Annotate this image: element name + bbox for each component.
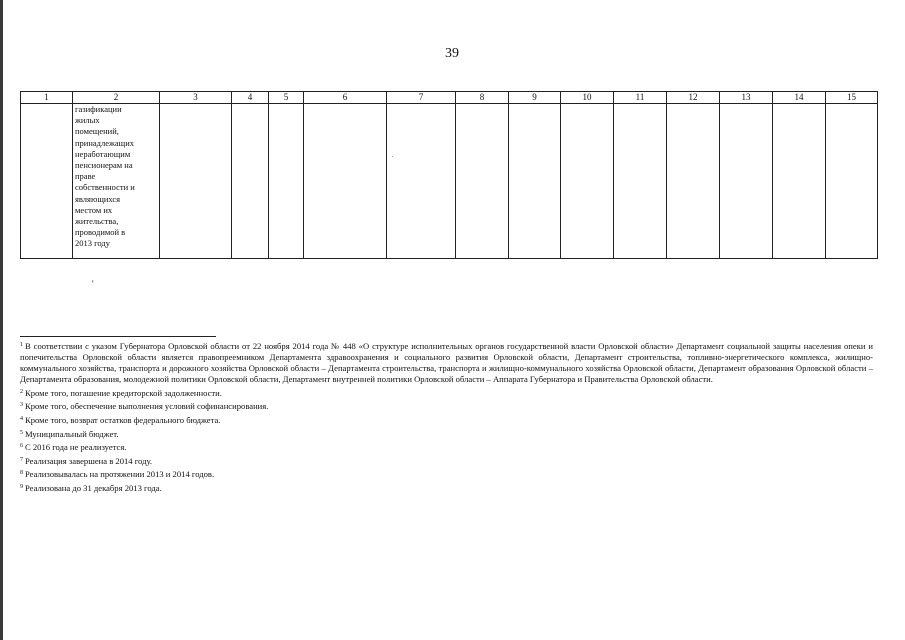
column-header-5: 5 <box>269 92 304 104</box>
description-line: проводимой в <box>75 227 126 238</box>
table-cell-col-5 <box>269 104 304 259</box>
footnote-text: Муниципальный бюджет. <box>25 428 119 439</box>
table-cell-col-14 <box>773 104 826 259</box>
footnote-9 <box>20 482 873 494</box>
scan-edge <box>0 0 3 640</box>
column-header-12: 12 <box>667 92 720 104</box>
footnote-text: Кроме того, погашение кредиторской задолженности. <box>25 387 222 398</box>
table-cell-col-10 <box>561 104 614 259</box>
table-cell-col-3 <box>160 104 232 259</box>
column-header-10: 10 <box>561 92 614 104</box>
table-row <box>21 104 878 259</box>
footnote-7 <box>20 455 873 467</box>
table-header-row <box>21 92 878 104</box>
footnote-text: Реализация завершена в 2014 году. <box>25 455 153 466</box>
column-header-1: 1 <box>21 92 73 104</box>
footnote-marker: 6 <box>20 443 23 450</box>
footnote-marker: 7 <box>20 456 23 463</box>
footnote-2 <box>20 387 873 399</box>
footnote-3 <box>20 400 873 412</box>
table-cell-col-1 <box>21 104 73 259</box>
footnotes <box>20 340 873 494</box>
description-line: жительства, <box>75 216 119 227</box>
footnote-text: Кроме того, обеспечение выполнения условий софинансирования. <box>25 401 269 412</box>
column-header-9: 9 <box>509 92 561 104</box>
data-table <box>20 91 878 259</box>
column-header-4: 4 <box>232 92 269 104</box>
table-cell-col-11 <box>614 104 667 259</box>
table-cell-col-12 <box>667 104 720 259</box>
footnote-5 <box>20 428 873 440</box>
description-line: 2013 году <box>75 238 110 249</box>
table-cell-description <box>73 104 160 259</box>
footnote-1 <box>20 340 873 385</box>
footnote-marker: 9 <box>20 484 23 491</box>
stray-mark: ' <box>92 279 94 289</box>
page-number: 39 <box>445 46 459 61</box>
description-line: газификации <box>75 104 122 114</box>
footnote-8 <box>20 468 873 480</box>
description-line: собственности и <box>75 182 135 193</box>
footnote-marker: 2 <box>20 388 23 395</box>
footnote-text: Реализовывалась на протяжении 2013 и 2014 годов. <box>25 469 215 480</box>
scan-speck <box>392 156 393 157</box>
column-header-15: 15 <box>826 92 878 104</box>
column-header-7: 7 <box>387 92 456 104</box>
footnote-6 <box>20 441 873 453</box>
column-header-11: 11 <box>614 92 667 104</box>
footnote-marker: 8 <box>20 470 23 477</box>
description-line: пенсионерам на <box>75 160 133 171</box>
footnote-marker: 1 <box>20 342 23 348</box>
description-line: являющихся <box>75 193 121 204</box>
footnote-separator <box>20 336 216 337</box>
column-header-8: 8 <box>456 92 509 104</box>
description-line: помещений, <box>75 126 119 137</box>
footnote-marker: 3 <box>20 402 23 409</box>
table-cell-col-15 <box>826 104 878 259</box>
footnote-text: Кроме того, возврат остатков федерального бюджета. <box>25 415 221 426</box>
footnote-text: Реализована до 31 декабря 2013 года. <box>25 483 162 494</box>
column-header-6: 6 <box>304 92 387 104</box>
column-header-2: 2 <box>73 92 160 104</box>
column-header-3: 3 <box>160 92 232 104</box>
column-header-13: 13 <box>720 92 773 104</box>
footnote-text: В соответствии с указом Губернатора Орловской области от 22 ноября 2014 года № 448 «О структуре исполнительных органов государственной власти Орловской области» Департамент социальной защиты населения опеки и попечительства Орловской области является правопреемником Департамента здравоохранения и социального развития Орловской области, Департамент строительства, топливно-энергетического комплекса, жилищно-коммунального хозяйства, транспорта и дорожного хозяйства Орловской области – Департамента строительства, транспорта и жилищно-коммунального хозяйства Орловской области, Департамент образования Орловской области – Департамента образования, молодежной политики Орловской области, Департамент внутренней политики Орловской области – Аппарата Губернатора и Правительства Орловской области. <box>20 341 873 385</box>
description-line: принадлежащих <box>75 137 134 148</box>
footnote-marker: 5 <box>20 429 23 436</box>
footnote-4 <box>20 414 873 426</box>
footnote-marker: 4 <box>20 416 23 423</box>
description-line: неработающим <box>75 148 131 159</box>
table-cell-col-13 <box>720 104 773 259</box>
footnote-text: С 2016 года не реализуется. <box>25 442 127 453</box>
table-cell-col-9 <box>509 104 561 259</box>
table-cell-col-7 <box>387 104 456 259</box>
description-line: местом их <box>75 204 113 215</box>
column-header-14: 14 <box>773 92 826 104</box>
description-line: жилых <box>75 115 100 126</box>
description-line: праве <box>75 171 96 182</box>
table-cell-col-8 <box>456 104 509 259</box>
table-cell-col-4 <box>232 104 269 259</box>
table-cell-col-6 <box>304 104 387 259</box>
